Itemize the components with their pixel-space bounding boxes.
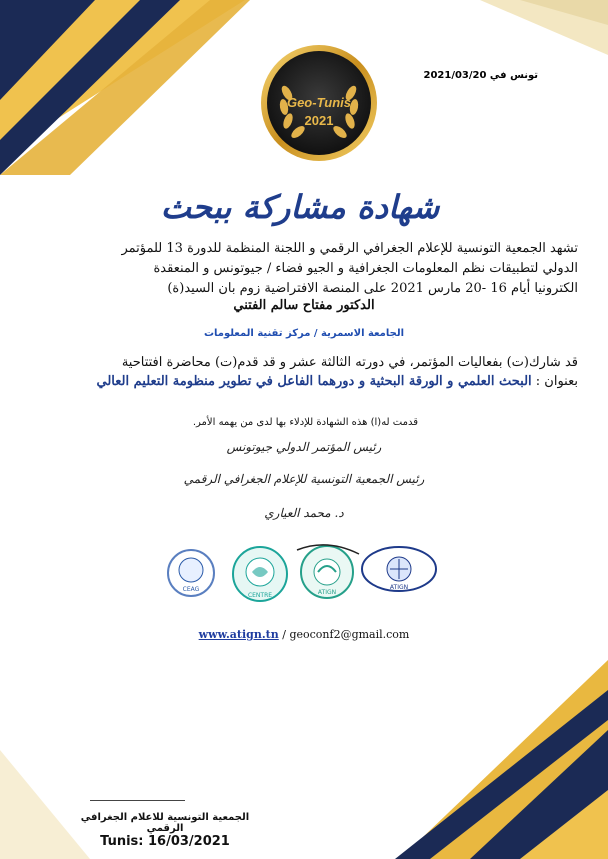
- topic-prefix: بعنوان :: [531, 374, 578, 389]
- centre-logo-label: CENTRE: [247, 592, 273, 599]
- recipient-name: الدكتور مفتاح سالم الفتني: [233, 298, 375, 313]
- footer-place-date: Tunis: 16/03/2021: [100, 834, 230, 849]
- ceag-logo: [166, 548, 216, 598]
- atign-logo: [360, 545, 438, 593]
- topic-title: البحث العلمي و الورقة البحثية و دورهما الفاعل في تطوير منظومة التعليم العالي: [96, 374, 532, 389]
- signature-role-2: رئيس الجمعية التونسية للإعلام الجغرافي الرقمي: [183, 472, 425, 486]
- certificate-title: شهادة مشاركة ببحث: [160, 188, 440, 226]
- atign-seal-label: ATIGN: [317, 589, 337, 596]
- footer-org: الجمعية التونسية للاعلام الجغرافي الرقمي: [80, 812, 250, 834]
- body-line-2: الدولي لتطبيقات نظم المعلومات الجغرافية و الجيو فضاء / جيوتونس و المنعقدة: [153, 261, 578, 276]
- badge-line1: Geo-Tunis: [286, 95, 352, 110]
- atign-seal: [292, 540, 362, 600]
- geo-tunis-badge: [250, 43, 388, 163]
- signature-role-1: رئيس المؤتمر الدولي جيوتونس: [226, 440, 382, 454]
- footer-divider: [90, 800, 185, 801]
- badge-line2: 2021: [304, 113, 334, 128]
- signature-name: د. محمد العياري: [264, 506, 344, 520]
- granted-statement: قدمت له(ا) هذه الشهادة للإدلاء بها لدى من يهمه الأمر.: [192, 417, 418, 428]
- contact-email[interactable]: geoconf2@gmail.com: [289, 628, 410, 641]
- body-line-3: الكترونيا أيام 16 -20 مارس 2021 على المنصة الافتراضية زوم بان السيد(ة): [167, 281, 578, 296]
- ceag-logo-label: CEAG: [182, 586, 200, 593]
- recipient-affiliation: الجامعة الاسمرية / مركز تقنية المعلومات: [203, 328, 405, 339]
- centre-logo: [230, 545, 290, 603]
- contact-line: [0, 628, 608, 641]
- participation-line: قد شارك(ت) بفعاليات المؤتمر، في دورته الثالثة عشر و قد قدم(ت) محاضرة افتتاحية: [121, 355, 578, 370]
- contact-separator: /: [278, 628, 290, 641]
- topic-line: [23, 374, 578, 389]
- issue-date: تونس في 2021/03/20: [423, 70, 538, 81]
- body-line-1: تشهد الجمعية التونسية للإعلام الجغرافي الرقمي و اللجنة المنظمة للدورة 13 للمؤتمر: [121, 241, 578, 256]
- atign-logo-label: ATIGN: [389, 584, 409, 591]
- website-link[interactable]: www.atign.tn: [198, 628, 279, 641]
